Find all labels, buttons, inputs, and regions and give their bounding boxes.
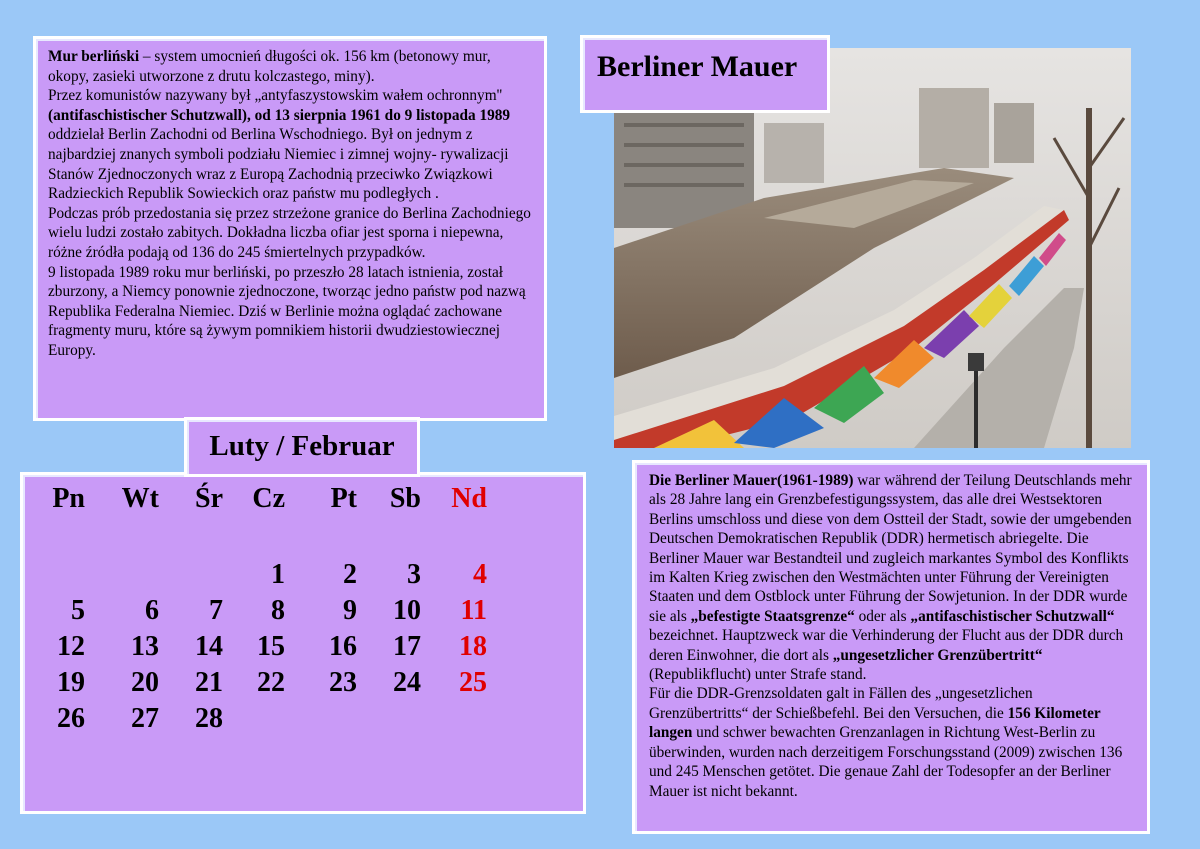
- polish-paragraph-3: Podczas prób przedostania się przez strzeżone granice do Berlina Zachodniego wielu ludzi zostało zabitych. Dokładna liczba ofiar jest sporna i niepewna, różne źródła podają od 136 do 245 śmiertelnych przypadków.: [48, 204, 531, 261]
- calendar-day: 7: [209, 595, 223, 626]
- calendar-grid: [20, 472, 586, 814]
- calendar-day: 26: [57, 703, 85, 734]
- german-title: Berliner Mauer: [580, 35, 830, 113]
- weekday-header: Pn: [52, 483, 85, 514]
- calendar-day: 21: [195, 667, 223, 698]
- month-title: Luty / Februar: [184, 417, 420, 477]
- weekday-header: Pt: [330, 483, 357, 514]
- polish-paragraph-1: Mur berliński – system umocnień długości ok. 156 km (betonowy mur, okopy, zasieki utworzone z drutu kolczastego, miny).: [48, 48, 491, 85]
- calendar-day: 2: [343, 559, 357, 590]
- calendar-day: 9: [343, 595, 357, 626]
- german-paragraph-1: Die Berliner Mauer(1961-1989) war während der Teilung Deutschlands mehr als 28 Jahre lang ein Grenzbefestigungssystem, das alle drei Westsektoren Berlins umschloss und diese von dem Ostteil der Stadt, sowie der umgebenden Deutschen Demokratischen Republik (DDR) hermetisch abriegelte. Die Berliner Mauer war Bestandteil und zugleich markantes Symbol des Konflikts im Kalten Krieg zwischen den Westmächten unter Führung der Vereinigten Staaten und dem Ostblock unter Führung der Sowjetunion. In der DDR wurde sie als „befestigte Staatsgrenze“ oder als „antifaschistischer Schutzwall“ bezeichnet. Hauptzweck war die Verhinderung der Flucht aus der DDR durch deren Einwohner, die dort als „ungesetzlicher Grenzübertritt“ (Republikflucht) unter Strafe stand.: [649, 472, 1132, 684]
- calendar-day: 22: [257, 667, 285, 698]
- calendar-day: 27: [131, 703, 159, 734]
- calendar-day: 4: [473, 559, 487, 590]
- weekday-header: Wt: [121, 483, 159, 514]
- calendar-day: 14: [195, 631, 223, 662]
- weekday-header: Cz: [252, 483, 285, 514]
- calendar-day: 15: [257, 631, 285, 662]
- polish-paragraph-2: Przez komunistów nazywany był „antyfaszystowskim wałem ochronnym'' (antifaschistischer Schutzwall), od 13 sierpnia 1961 do 9 listopada 1989 oddzielał Berlin Zachodni od Berlina Wschodniego. Był on jednym z najbardziej znanych symboli podziału Niemiec i zimnej wojny- rywalizacji Stanów Zjednoczonych wraz z Europą Zachodnią przeciwko Związkowi Radzieckich Republik Sowieckich oraz państw mu podległych .: [48, 87, 511, 203]
- calendar-day: 20: [131, 667, 159, 698]
- polish-text-box: [33, 36, 547, 421]
- calendar-day: 8: [271, 595, 285, 626]
- calendar-day: 13: [131, 631, 159, 662]
- calendar-day: 24: [393, 667, 421, 698]
- weekday-header: Nd: [451, 483, 487, 514]
- calendar-day: 3: [407, 559, 421, 590]
- weekday-header: Sb: [389, 483, 421, 514]
- calendar-day: 28: [195, 703, 223, 734]
- calendar-day: 12: [57, 631, 85, 662]
- calendar-day: 25: [459, 667, 487, 698]
- weekday-header: Śr: [195, 483, 223, 514]
- calendar-day: 6: [145, 595, 159, 626]
- calendar-day: 17: [393, 631, 421, 662]
- calendar-day: 10: [393, 595, 421, 626]
- calendar-day: 1: [271, 559, 285, 590]
- polish-paragraph-4: 9 listopada 1989 roku mur berliński, po przeszło 28 latach istnienia, został zburzony, a Niemcy ponownie zjednoczone, tworząc jedno państw pod nazwą Republika Federalna Niemiec. Dziś w Berlinie można oglądać zachowane fragmenty muru, które są żywym pomnikiem historii dwudziestowiecznej Europy.: [48, 263, 526, 359]
- german-text-box: [632, 460, 1150, 834]
- calendar-day: 16: [329, 631, 357, 662]
- calendar-day: 19: [57, 667, 85, 698]
- calendar-day: 18: [459, 631, 487, 662]
- german-paragraph-2: Für die DDR-Grenzsoldaten galt in Fällen des „ungesetzlichen Grenzübertritts“ der Schießbefehl. Bei den Versuchen, die 156 Kilometer langen und schwer bewachten Grenzanlagen in Richtung West-Berlin zu überwinden, wurden nach derzeitigem Forschungsstand (2009) zwischen 136 und 245 Menschen getötet. Die genaue Zahl der Todesopfer an der Berliner Mauer ist nicht bekannt.: [649, 685, 1123, 800]
- calendar-day: 23: [329, 667, 357, 698]
- calendar-day: 11: [460, 595, 487, 626]
- calendar-day: 5: [71, 595, 85, 626]
